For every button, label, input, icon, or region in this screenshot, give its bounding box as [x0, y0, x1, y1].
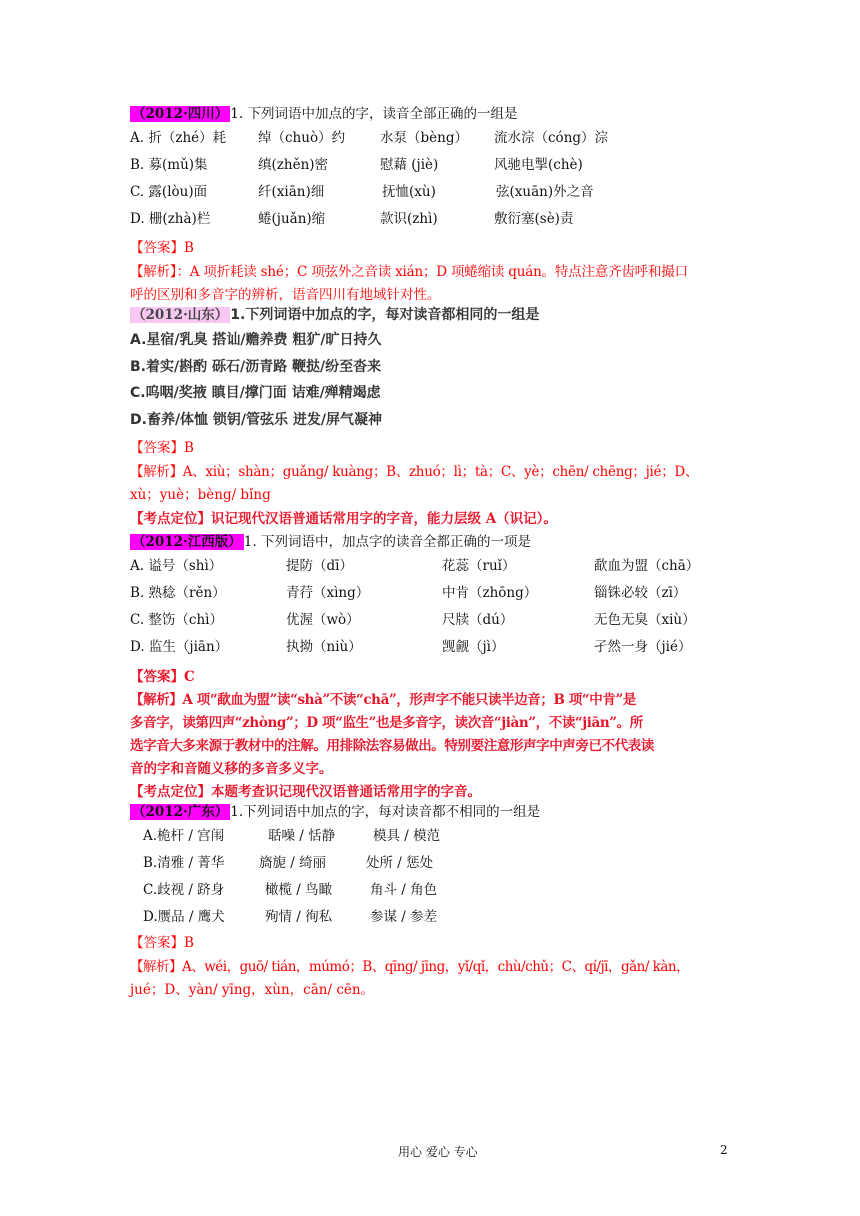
q1-option-a-4: 流水淙（cóng）淙 [494, 130, 609, 146]
q1-answer: 【答案】B [130, 240, 194, 256]
q2-option-b: B.着实/斟酌 砾石/沥青路 鞭挞/纷至沓来 [130, 359, 382, 375]
q4-option-c-1: C.歧视 / 跻身 [143, 882, 225, 898]
q3-option-c-2: 优渥（wò） [286, 612, 360, 628]
q1-option-d-3: 款识(zhì) [380, 211, 438, 227]
q1-option-c-1: C. 露(lòu)面 [130, 184, 208, 200]
q1-option-a-2: 绰（chuò）约 [258, 130, 346, 146]
q3-stem: 1. 下列词语中，加点字的读音全都正确的一项是 [243, 534, 531, 550]
q4-option-d [143, 907, 623, 927]
q1-option-b-2: 缜(zhěn)密 [258, 157, 329, 173]
q1-stem: 1. 下列词语中加点的字，读音全部正确的一组是 [230, 106, 518, 122]
q2-option-d: D.畜养/体恤 锁钥/管弦乐 迸发/屏气凝神 [130, 412, 383, 428]
q4-option-d-3: 参谋 / 参差 [370, 909, 438, 925]
page-number: 2 [720, 1143, 728, 1157]
q3-option-a-4: 歃血为盟（chā） [594, 558, 700, 574]
q3-option-b-1: B. 熟稔（rěn） [130, 585, 226, 601]
q1-option-b-1: B. 募(mǔ)集 [130, 157, 208, 173]
footer-motto: 用心 爱心 专心 [398, 1145, 478, 1159]
q2-answer: 【答案】B [130, 440, 194, 456]
q3-option-d-4: 孑然一身（jié） [594, 639, 692, 655]
q3-source-tag: （2012·江西版） [132, 534, 242, 550]
q3-option-c-1: C. 整饬（chì） [130, 612, 224, 628]
q1-stem-line [130, 104, 517, 124]
q2-stem-line [130, 305, 539, 325]
q2-analysis-line-1: 【解析】A、xiù；shàn；guǎng/ kuàng；B、zhuó；lì；tà；C、yè；chēn/ chēng；jié；D、 [130, 464, 699, 480]
q1-analysis-line-2: 呼的区别和多音字的辨析，语音四川有地域针对性。 [130, 287, 441, 303]
q3-option-a-2: 提防（dī） [286, 558, 353, 574]
q3-option-d [130, 637, 730, 657]
q3-option-d-3: 觊觎（jì） [442, 639, 505, 655]
q3-option-d-1: D. 监生（jiān） [130, 639, 229, 655]
q3-option-d-2: 执拗（niù） [286, 639, 362, 655]
q3-point: 【考点定位】本题考查识记现代汉语普通话常用字的字音。 [130, 784, 481, 800]
q3-stem-line [130, 532, 531, 552]
q4-option-b [143, 853, 623, 873]
q3-option-a-3: 花蕊（ruǐ） [442, 558, 516, 574]
q3-option-a [130, 556, 730, 576]
q3-analysis-line-1: 【解析】A 项“歃血为盟”读“shà”不读“chā”，形声字不能只读半边音；B 项“中肯”是 [130, 692, 636, 708]
q4-option-a-2: 聒噪 / 恬静 [268, 828, 336, 844]
q3-answer: 【答案】C [130, 669, 195, 685]
q3-option-b-3: 中肯（zhōng） [442, 585, 538, 601]
q1-option-b-4: 风驰电掣(chè) [494, 157, 583, 173]
q4-option-b-1: B.清雅 / 菁华 [143, 855, 225, 871]
q4-option-c-2: 橄榄 / 鸟瞰 [265, 882, 333, 898]
q3-option-c-4: 无色无臭（xiù） [594, 612, 696, 628]
q4-source-tag: （2012·广东） [132, 804, 229, 820]
q4-option-b-2: 旖旎 / 绮丽 [259, 855, 327, 871]
q4-option-a-1: A.桅杆 / 宫闱 [143, 828, 225, 844]
q4-option-a [143, 826, 623, 846]
q2-stem: 1.下列词语中加点的字，每对读音都相同的一组是 [230, 307, 540, 323]
q1-option-d-1: D. 栅(zhà)栏 [130, 211, 211, 227]
q3-analysis-line-3: 选字音大多来源于教材中的注解。用排除法容易做出。特别要注意形声字中声旁已不代表读 [130, 738, 654, 754]
q1-option-d-2: 蜷(juǎn)缩 [258, 211, 326, 227]
q2-source-tag: （2012·山东） [132, 307, 229, 323]
q3-option-a-1: A. 谥号（shì） [130, 558, 223, 574]
q1-option-c-4: 弦(xuān)外之音 [496, 184, 594, 200]
q1-option-c-3: 抚恤(xù) [382, 184, 436, 200]
q3-option-b-2: 青荇（xìng） [286, 585, 370, 601]
q4-option-d-1: D.赝品 / 鹰犬 [143, 909, 225, 925]
q1-source-tag: （2012·四川） [132, 106, 229, 122]
q4-analysis-line-1: 【解析】A、wéi，guō/ tián，múmó；B、qīng/ jīng，yǐ/qǐ，chù/chǔ；C、qí/jī，gǎn/ kàn， [130, 959, 690, 975]
q4-analysis-line-2: jué；D、yàn/ yīng，xùn，cān/ cēn。 [130, 982, 375, 998]
q1-option-b [130, 155, 730, 175]
q1-option-c-2: 纤(xiān)细 [258, 184, 325, 200]
q3-option-b-4: 锱铢必较（zī） [594, 585, 687, 601]
q2-point: 【考点定位】识记现代汉语普通话常用字的字音，能力层级 A（识记）。 [130, 511, 557, 527]
q4-option-c [143, 880, 623, 900]
q2-option-a: A.星宿/乳臭 搭讪/赡养费 粗犷/旷日持久 [130, 332, 382, 348]
q3-option-c [130, 610, 730, 630]
q4-option-b-3: 处所 / 惩处 [366, 855, 434, 871]
q4-option-c-3: 角斗 / 角色 [370, 882, 438, 898]
q4-stem: 1.下列词语中加点的字，每对读音都不相同的一组是 [230, 804, 541, 820]
q4-answer: 【答案】B [130, 935, 194, 951]
q4-stem-line [130, 802, 540, 822]
q4-option-a-3: 模具 / 模范 [373, 828, 441, 844]
q1-option-a [130, 128, 730, 148]
q3-option-c-3: 尺牍（dú） [442, 612, 514, 628]
q1-option-a-3: 水泵（bèng） [380, 130, 468, 146]
q3-analysis-line-2: 多音字，读第四声“zhòng”；D 项“监生”也是多音字，读次音“jiàn”，不读“jiān”。所 [130, 715, 643, 731]
q2-analysis-line-2: xù；yuè；bèng/ bǐng [130, 487, 271, 503]
q1-option-a-1: A. 折（zhé）耗 [130, 130, 227, 146]
q1-option-b-3: 慰藉 (jiè) [380, 157, 439, 173]
q1-option-c [130, 182, 730, 202]
q3-option-b [130, 583, 730, 603]
q1-option-d [130, 209, 730, 229]
q2-option-c: C.呜咽/奖掖 瞋目/撑门面 诘难/殚精竭虑 [130, 385, 381, 401]
q3-analysis-line-4: 音的字和音随义移的多音多义字。 [130, 761, 333, 777]
q4-option-d-2: 殉情 / 徇私 [265, 909, 333, 925]
q1-option-d-4: 敷衍塞(sè)责 [494, 211, 574, 227]
q1-analysis-line-1: 【解析】：A 项折耗读 shé；C 项弦外之音读 xián；D 项蜷缩读 quán。特点注意齐齿呼和撮口 [130, 264, 688, 280]
